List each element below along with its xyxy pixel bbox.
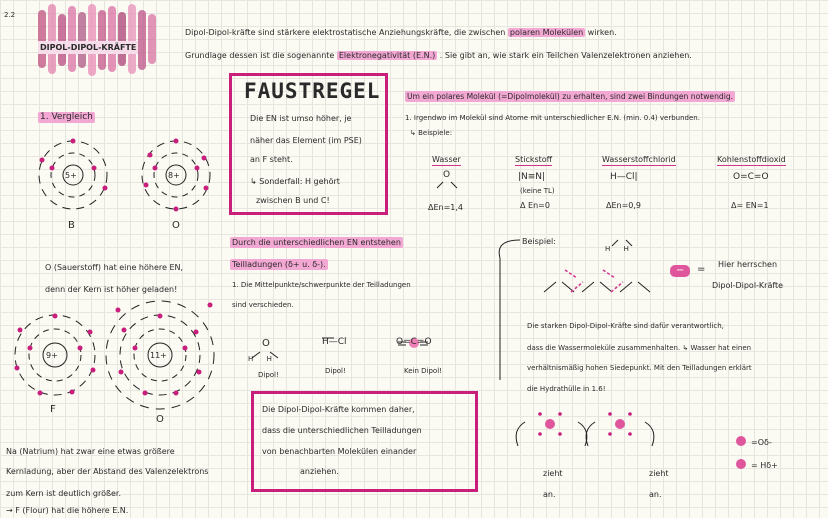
legend-h: = Hδ+ [751, 461, 778, 470]
example-en-wasser: ΔEn=1,4 [428, 203, 464, 212]
text-na-4: → F (Flour) hat die höhere E.N. [6, 506, 129, 515]
beispiel-text-4: die Hydrathülle in 1.6! [527, 385, 606, 393]
example-co2-label: Kein Dipol! [404, 367, 442, 375]
dipol-box-line-3: von benachbarten Molekülen einander [262, 447, 417, 456]
example-co2-formula: O=C=O [396, 337, 432, 347]
dipol-box-line-4: anziehen. [300, 467, 339, 476]
intro-line-1 [185, 27, 617, 38]
atom-b-core: 5+ [65, 171, 77, 180]
example-formula-wasser: O [443, 170, 451, 180]
beispiel-water-h: H H [605, 245, 629, 253]
example-note-stickstoff: (keine TL) [520, 187, 555, 195]
atom-f-label: F [50, 404, 56, 415]
vergleich-heading: 1. Vergleich [40, 112, 93, 122]
polar-line-1: 1. Irgendwo im Molekül sind Atome mit unterschiedlicher E.N. (min. 0.4) verbunden. [405, 114, 700, 122]
intro-part-4: . Sie gibt an, wie stark ein Teilchen Valenzelektronen anziehen. [439, 51, 692, 60]
text-o-2: denn der Kern ist höher geladen! [45, 285, 178, 294]
example-name-wasser: Wasser [432, 155, 461, 164]
text-o-1: O (Sauerstoff) hat eine höhere EN, [45, 263, 184, 272]
page-title: DIPOL-DIPOL-KRÄFTE [40, 43, 137, 52]
example-water-formula: O [262, 338, 270, 349]
faustregel-line-3: an F steht. [250, 155, 293, 164]
faustregel-line-2: näher das Element (im PSE) [250, 136, 362, 145]
teilladungen-line-2: sind verschieden. [232, 301, 294, 309]
example-water-h: H H [248, 355, 272, 363]
faustregel-title: FAUSTREGEL [244, 79, 381, 103]
beispiel-hier-1: Hier herrschen [718, 260, 778, 269]
example-hcl-label: Dipol! [325, 367, 346, 375]
beispiel-minus: − [676, 265, 685, 276]
beispiel-text-1: Die starken Dipol-Dipol-Kräfte sind dafür verantwortlich, [527, 322, 724, 330]
zieht-2: zieht [649, 469, 669, 478]
atom-f-core: 9+ [46, 351, 58, 360]
zieht-1: zieht [543, 469, 563, 478]
faustregel-line-1: Die EN ist umso höher, je [250, 114, 352, 123]
polar-beispiele: ↳ Beispiele: [410, 129, 453, 137]
legend-o: =Oδ- [751, 438, 772, 447]
example-water-label: Dipol! [258, 371, 279, 379]
example-en-stickstoff: Δ En=0 [520, 201, 550, 210]
atom-b-label: B [68, 220, 75, 231]
text-na-1: Na (Natrium) hat zwar eine etwas größere [6, 447, 175, 456]
example-en-hcl: ΔEn=0,9 [606, 201, 642, 210]
intro-highlight-polar: polaren Molekülen [509, 28, 584, 37]
beispiel-hier-2: Dipol-Dipol-Kräfte [712, 281, 784, 290]
example-name-co2: Kohlenstoffdioxid [717, 155, 786, 164]
beispiel-text-2: dass die Wassermoleküle zusammenhalten. ↳ Wasser hat einen [527, 344, 752, 352]
teilladungen-banner-2: Teilladungen (δ+ u. δ-). [232, 260, 326, 269]
teilladungen-line-1: 1. Die Mittelpunkte/schwerpunkte der Teilladungen [232, 281, 411, 289]
intro-part-1: Dipol-Dipol-kräfte sind stärkere elektrostatische Anziehungskräfte, die zwischen [185, 28, 506, 37]
beispiel-text-3: verhältnismäßig hohen Siedepunkt. Mit den Teilladungen erklärt [527, 364, 752, 372]
atom-na-core: 11+ [150, 351, 167, 360]
beispiel-label: Beispiel: [522, 237, 556, 246]
dipol-box-line-2: dass die unterschiedlichen Teilladungen [262, 426, 422, 435]
an-2: an. [649, 490, 662, 499]
title-banner-stripes [38, 4, 156, 76]
example-formula-hcl: H—Cl| [610, 172, 638, 182]
intro-part-2: wirken. [587, 28, 617, 37]
an-1: an. [543, 490, 556, 499]
example-name-stickstoff: Stickstoff [515, 155, 553, 164]
example-name-hcl: Wasserstoffchlorid [602, 155, 676, 164]
example-en-co2: Δ= EN=1 [731, 201, 769, 210]
atom-na-label: O [156, 414, 164, 425]
beispiel-equals: = [697, 264, 706, 275]
faustregel-line-4: ↳ Sonderfall: H gehört [250, 177, 340, 186]
text-na-3: zum Kern ist deutlich größer. [6, 489, 122, 498]
intro-line-2 [185, 50, 692, 61]
intro-highlight-en: Elektronegativität (E.N.) [338, 51, 436, 60]
faustregel-line-5: zwischen B und C! [256, 196, 330, 205]
example-hcl-formula: H—Cl [322, 337, 347, 347]
text-na-2: Kernladung, aber der Abstand des Valenzelektrons [6, 467, 209, 476]
dipol-box-line-1: Die Dipol-Dipol-Kräfte kommen daher, [262, 405, 415, 414]
example-formula-co2: O=C=O [733, 172, 769, 182]
atom-o-label: O [172, 220, 180, 231]
page-number: 2.2 [4, 11, 16, 19]
intro-part-3: Grundlage dessen ist die sogenannte [185, 51, 335, 60]
atom-o-core: 8+ [168, 171, 180, 180]
example-formula-stickstoff: |N≡N| [518, 172, 546, 182]
teilladungen-banner-1: Durch die unterschiedlichen EN entstehen [232, 238, 401, 247]
polar-banner: Um ein polares Molekül (=Dipolmolekül) zu erhalten, sind zwei Bindungen notwendig. [407, 92, 734, 101]
